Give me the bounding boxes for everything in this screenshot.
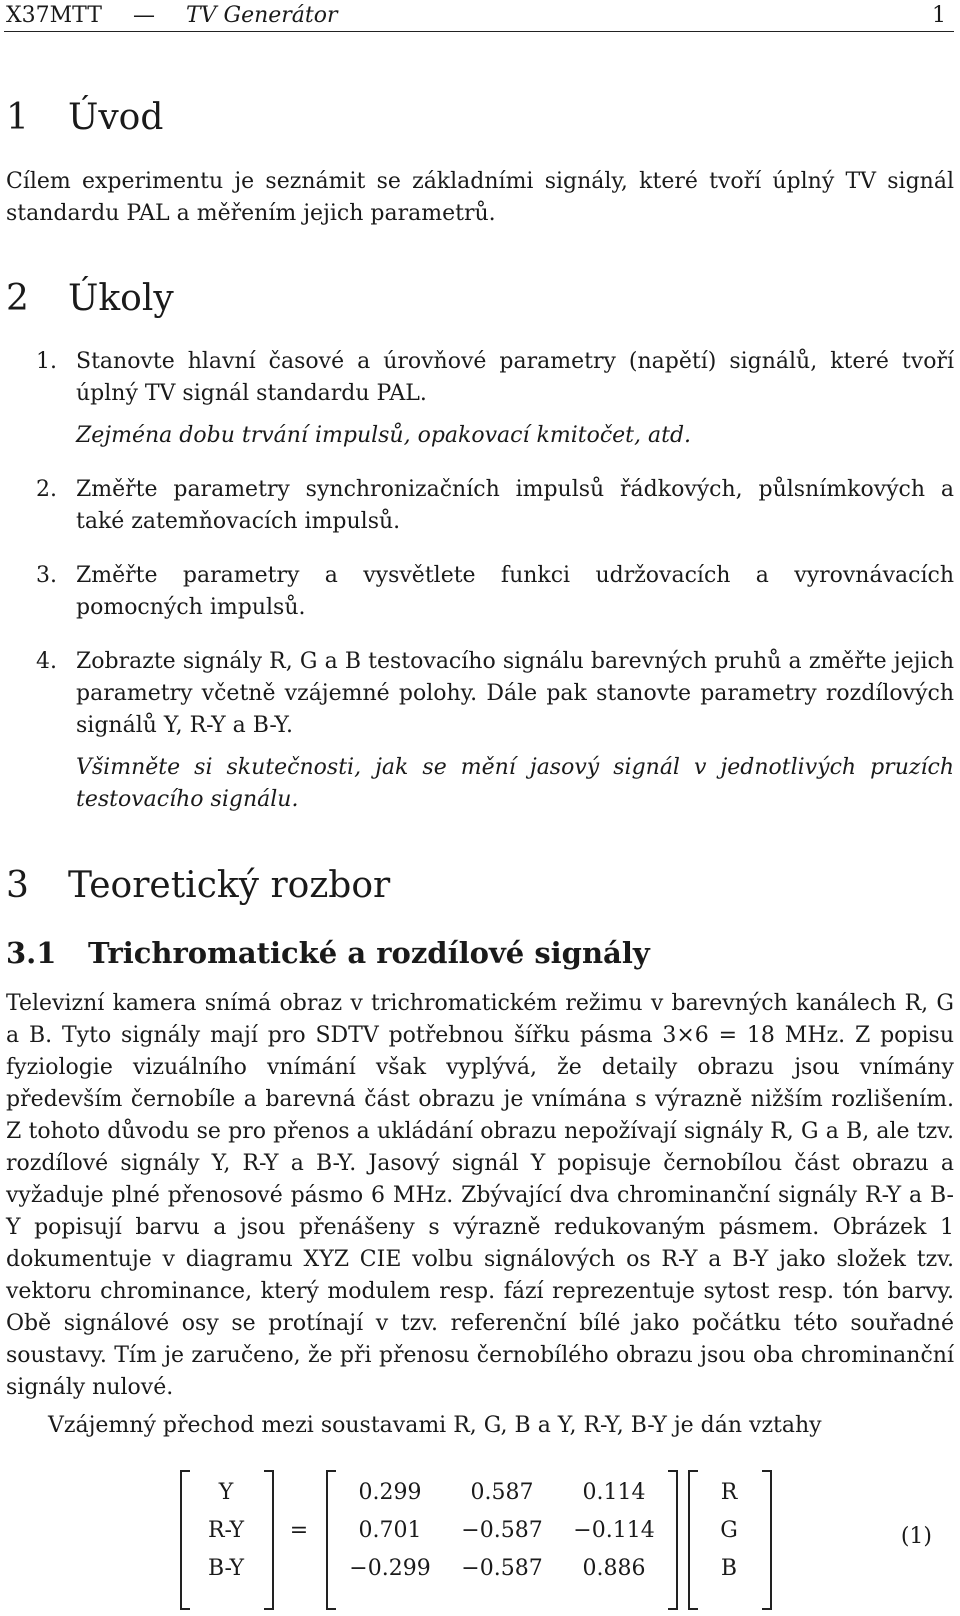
matrix-entry: −0.587 xyxy=(461,1518,543,1543)
section-title: Úvod xyxy=(68,97,164,138)
task-text: Stanovte hlavní časové a úrovňové parametry (napětí) signálů, které tvoří úplný TV signál standardu PAL. xyxy=(76,349,954,406)
section-heading-3 xyxy=(6,864,390,908)
right-bracket xyxy=(668,1470,678,1610)
section-number: 2 xyxy=(6,278,29,319)
left-bracket xyxy=(180,1470,190,1610)
matrix-entry: 0.299 xyxy=(358,1480,422,1505)
section-number: 1 xyxy=(6,97,29,138)
matrix-entry: 0.114 xyxy=(582,1480,646,1505)
matrix-entry: −0.587 xyxy=(461,1556,543,1581)
right-bracket xyxy=(762,1470,772,1610)
intro-paragraph: Cílem experimentu je seznámit se základními signály, které tvoří úplný TV signál standardu PAL a měřením jejich parametrů. xyxy=(6,169,954,226)
task-item xyxy=(6,560,954,624)
section-title: Teoretický rozbor xyxy=(68,865,391,906)
header-rule xyxy=(4,31,954,32)
section-number: 3 xyxy=(6,865,29,906)
section-heading-1 xyxy=(6,96,163,140)
task-text: Zobrazte signály R, G a B testovacího signálu barevných pruhů a změřte jejich parametry včetně vzájemné polohy. Dále pak stanovte parametry rozdílových signálů Y, R-Y a B-Y. xyxy=(76,649,954,738)
subsection-heading xyxy=(6,934,650,972)
task-item xyxy=(6,646,954,816)
running-header xyxy=(6,2,954,30)
task-list xyxy=(6,346,954,816)
task-number: 1. xyxy=(36,349,57,374)
vector-entry: Y xyxy=(218,1480,234,1505)
task-note: Všimněte si skutečnosti, jak se mění jasový signál v jednotlivých pruzích testovacího signálu. xyxy=(76,755,954,812)
matrix-entry: 0.587 xyxy=(470,1480,534,1505)
matrix-entry: −0.299 xyxy=(349,1556,431,1581)
section-title: Úkoly xyxy=(68,278,174,319)
course-code: X37MTT xyxy=(6,3,102,28)
task-note: Zejména dobu trvání impulsů, opakovací kmitočet, atd. xyxy=(76,423,692,448)
right-bracket xyxy=(264,1470,274,1610)
vector-entry: R-Y xyxy=(207,1518,245,1543)
left-bracket xyxy=(688,1470,698,1610)
page-number: 1 xyxy=(932,3,946,28)
left-bracket xyxy=(326,1470,336,1610)
vector-entry: B-Y xyxy=(207,1556,245,1581)
task-number: 2. xyxy=(36,477,57,502)
matrix-entry: 0.886 xyxy=(582,1556,646,1581)
vector-entry: R xyxy=(720,1480,738,1505)
equation-number: (1) xyxy=(900,1524,932,1549)
matrix-entry: −0.114 xyxy=(573,1518,655,1543)
matrix-entry: 0.701 xyxy=(358,1518,422,1543)
subsection-title: Trichromatické a rozdílové signály xyxy=(88,936,650,970)
task-item xyxy=(6,346,954,452)
vector-entry: B xyxy=(720,1556,738,1581)
matrix-equation xyxy=(0,1464,960,1612)
task-number: 4. xyxy=(36,649,57,674)
task-text: Změřte parametry synchronizačních impulsů řádkových, půlsnímkových a také zatemňovacích impulsů. xyxy=(76,477,954,534)
body-paragraph: Televizní kamera snímá obraz v trichromatickém režimu v barevných kanálech R, G a B. Tyto signály mají pro SDTV potřebnou šířku pásma 3×6 = 18 MHz. Z popisu fyziologie vizuálního vnímání však vyplývá, že detaily obrazu jsou vnímány především černobíle a barevná část obrazu je vnímána s výrazně nižším rozlišením. Z tohoto důvodu se pro přenos a ukládání obrazu nepožívají signály R, G a B, ale tzv. rozdílové signály Y, R-Y a B-Y. Jasový signál Y popisuje černobílou část obrazu a vyžaduje plné přenosové pásmo 6 MHz. Zbývající dva chrominanční signály R-Y a B-Y popisují barvu a jsou přenášeny s výrazně redukovaným pásmem. Obrázek 1 dokumentuje v diagramu XYZ CIE volbu signálových os R-Y a B-Y jako složek tzv. vektoru chrominance, který modulem resp. fází reprezentuje sytost resp. tón barvy. Obě signálové osy se protínají v tzv. referenční bílé jako počátku této souřadné soustavy. Tím je zaručeno, že při přenosu černobílého obrazu jsou oba chrominanční signály nulové. xyxy=(6,991,954,1400)
task-item xyxy=(6,474,954,538)
equals-sign: = xyxy=(289,1518,309,1543)
section-heading-2 xyxy=(6,277,174,321)
task-text: Změřte parametry a vysvětlete funkci udržovacích a vyrovnávacích pomocných impulsů. xyxy=(76,563,954,620)
task-number: 3. xyxy=(36,563,57,588)
subsection-number: 3.1 xyxy=(6,936,57,970)
vector-entry: G xyxy=(720,1518,738,1543)
header-separator: — xyxy=(132,3,155,28)
equation-intro: Vzájemný přechod mezi soustavami R, G, B a Y, R-Y, B-Y je dán vztahy xyxy=(48,1413,822,1438)
document-title: TV Generátor xyxy=(185,3,338,28)
